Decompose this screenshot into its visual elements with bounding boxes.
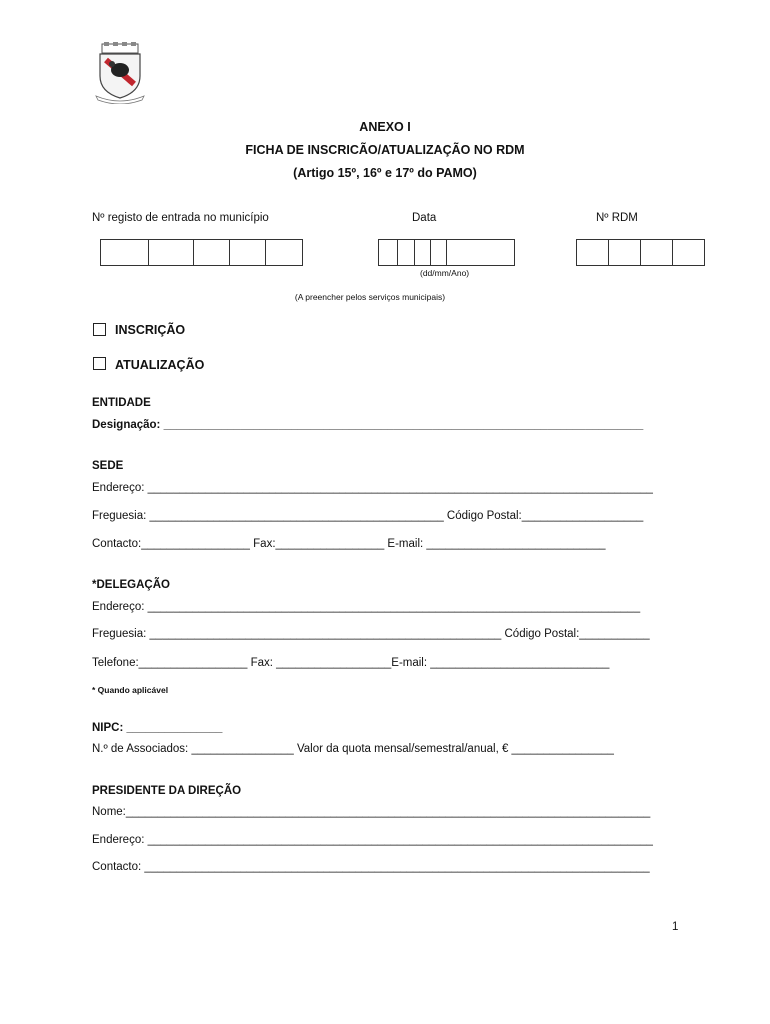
form-title: FICHA DE INSCRICÃO/ATUALIZAÇÃO NO RDM <box>245 143 525 157</box>
inscricao-label: INSCRIÇÃO <box>115 323 186 337</box>
entry-number-label: Nº registo de entrada no município <box>92 212 269 224</box>
annex-title: ANEXO I <box>359 120 411 134</box>
nipc-field[interactable]: NIPC: _______________ <box>92 722 223 734</box>
date-format-hint: (dd/mm/Ano) <box>420 268 470 278</box>
sede-heading: SEDE <box>92 460 124 472</box>
presidente-endereco-field[interactable]: Endereço: _______________________________________________________________________________ <box>92 834 653 846</box>
delegacao-heading: *DELEGAÇÃO <box>92 579 170 591</box>
form-subtitle: (Artigo 15º, 16º e 17º do PAMO) <box>293 166 477 180</box>
delegacao-footnote: * Quando aplicável <box>92 685 169 695</box>
rdm-number-boxes[interactable] <box>576 239 705 266</box>
delegacao-freguesia-field[interactable]: Freguesia: _______________________________________________________ Código Postal:___________ <box>92 628 650 640</box>
presidente-heading: PRESIDENTE DA DIREÇÃO <box>92 785 242 797</box>
rdm-number-label: Nº RDM <box>596 212 638 224</box>
designacao-field[interactable]: Designação: ___________________________________________________________________________ <box>92 419 644 431</box>
atualizacao-label: ATUALIZAÇÃO <box>115 358 205 372</box>
sede-endereco-field[interactable]: Endereço: _______________________________________________________________________________ <box>92 482 653 494</box>
page-number: 1 <box>672 921 679 933</box>
atualizacao-checkbox[interactable] <box>93 357 106 370</box>
entidade-heading: ENTIDADE <box>92 397 151 409</box>
sede-freguesia-field[interactable]: Freguesia: ______________________________________________ Código Postal:___________________ <box>92 510 644 522</box>
date-boxes[interactable] <box>378 239 515 266</box>
delegacao-endereco-field[interactable]: Endereço: _____________________________________________________________________________ <box>92 601 641 613</box>
associados-quota-field[interactable]: N.º de Associados: ________________ Valor da quota mensal/semestral/anual, € ________________ <box>92 743 614 755</box>
presidente-nome-field[interactable]: Nome:__________________________________________________________________________________ <box>92 806 651 818</box>
date-label: Data <box>412 212 437 224</box>
entry-number-boxes[interactable] <box>100 239 303 266</box>
inscricao-checkbox[interactable] <box>93 323 106 336</box>
presidente-contacto-field[interactable]: Contacto: _______________________________________________________________________________ <box>92 861 650 873</box>
municipal-services-note: (A preencher pelos serviços municipais) <box>294 292 446 302</box>
municipal-coat-of-arms-icon <box>90 42 150 104</box>
sede-contacto-field[interactable]: Contacto:_________________ Fax:_________________ E-mail: ____________________________ <box>92 538 606 550</box>
delegacao-telefone-field[interactable]: Telefone:_________________ Fax: __________________E-mail: ____________________________ <box>92 657 610 669</box>
